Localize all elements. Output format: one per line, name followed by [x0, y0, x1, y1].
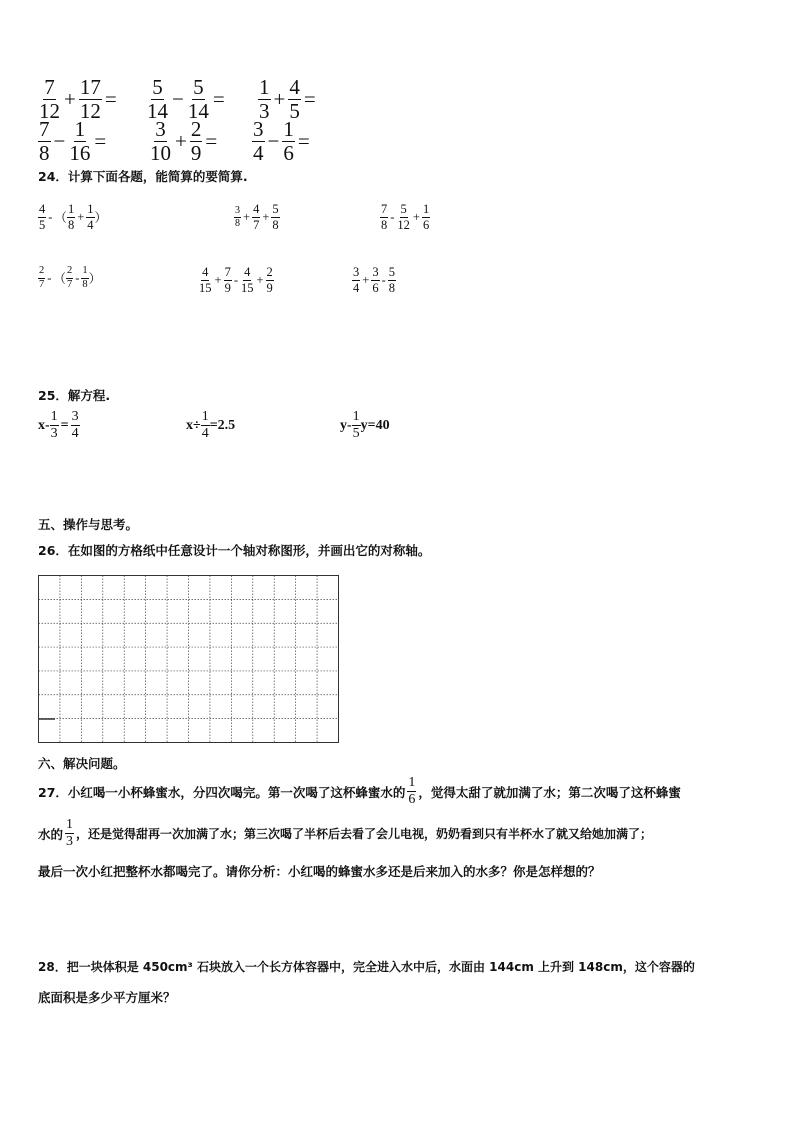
fraction: $\frac{1}{4}$ [201, 409, 209, 441]
q25-title: 25．解方程. [38, 388, 111, 403]
fraction: $\frac{1}{3}$ [50, 409, 58, 441]
fraction: $\frac{7}{8}$ [381, 202, 388, 232]
fraction: $\frac{1}{5}$ [352, 409, 360, 441]
q27-line-1: 27．小红喝一小杯蜂蜜水，分四次喝完。第一次喝了这杯蜂蜜水的 $\frac{1}{6}$ ，觉得太甜了就加满了水；第二次喝了这杯蜂蜜 [38, 775, 681, 807]
q25-eq-2: x÷ $\frac{1}{4}$ =2.5 [186, 409, 236, 441]
fraction: $\frac{3}{10}$ [150, 117, 171, 165]
q25-eq-1: x- $\frac{1}{3}$ = $\frac{3}{4}$ [38, 409, 79, 441]
q23-r1-e1: $\frac{7}{12}$ + $\frac{17}{12}$ = [39, 75, 117, 123]
q23-r1-e3: $\frac{1}{3}$ + $\frac{4}{5}$ = [259, 75, 316, 123]
fraction: $\frac{3}{6}$ [372, 265, 379, 295]
fraction: $\frac{1}{3}$ [66, 817, 74, 849]
fraction: $\frac{2}{7}$ [66, 265, 73, 290]
fraction: $\frac{1}{3}$ [259, 75, 270, 123]
fraction: $\frac{1}{8}$ [67, 202, 75, 232]
fraction: $\frac{7}{12}$ [39, 75, 60, 123]
section-6-title: 六、解决问题。 [38, 756, 126, 771]
fraction: $\frac{5}{8}$ [272, 202, 279, 232]
fraction: $\frac{5}{12}$ [397, 202, 410, 232]
q24-title: 24．计算下面各题，能简算的要简算. [38, 169, 248, 184]
q23-r2-e3: $\frac{3}{4}$ − $\frac{1}{6}$ = [253, 117, 310, 165]
q28-line-1: 28．把一块体积是 450cm³ 石块放入一个长方体容器中，完全进入水中后，水面由 144cm 上升到 148cm，这个容器的 [38, 960, 695, 974]
section-5-title: 五、操作与思考。 [38, 517, 139, 532]
fraction: $\frac{1}{6}$ [422, 202, 430, 232]
q24-expr-3: $\frac{7}{8}$ - $\frac{5}{12}$ + $\frac{1}{6}$ [381, 202, 430, 232]
q25-eq-3: y- $\frac{1}{5}$ y=40 [340, 409, 390, 441]
fraction: $\frac{2}{9}$ [266, 265, 273, 295]
fraction: $\frac{3}{4}$ [353, 265, 360, 295]
fraction: $\frac{1}{6}$ [283, 117, 294, 165]
fraction: $\frac{1}{16}$ [69, 117, 91, 165]
fraction: $\frac{4}{15}$ [240, 265, 254, 295]
q28-line-2: 底面积是多少平方厘米？ [38, 990, 176, 1005]
q27-line-2: 水的 $\frac{1}{3}$ ，还是觉得甜再一次加满了水；第三次喝了半杯后去看了会儿电视，奶奶看到只有半杯水了就又给她加满了； [38, 817, 653, 849]
q23-r1-e2: $\frac{5}{14}$ − $\frac{5}{14}$ = [147, 75, 225, 123]
q26-title: 26．在如图的方格纸中任意设计一个轴对称图形，并画出它的对称轴。 [38, 543, 431, 558]
q24-expr-5: $\frac{4}{15}$ + $\frac{7}{9}$ - $\frac{4}{15}$ + $\frac{2}{9}$ [199, 265, 273, 295]
fraction: $\frac{5}{14}$ [147, 75, 168, 123]
q23-r2-e2: $\frac{3}{10}$ + $\frac{2}{9}$ = [150, 117, 218, 165]
q23-r2-e1: $\frac{7}{8}$ − $\frac{1}{16}$ = [39, 117, 107, 165]
q27-line-3: 最后一次小红把整杯水都喝完了。请你分析：小红喝的蜂蜜水多还是后来加入的水多？你是怎样想的？ [38, 864, 601, 879]
fraction: $\frac{1}{6}$ [408, 775, 416, 807]
q24-expr-1: $\frac{4}{5}$ - （ $\frac{1}{8}$ + $\frac{1}{4}$ ） [39, 202, 108, 232]
fraction: $\frac{5}{8}$ [388, 265, 395, 295]
fraction: $\frac{3}{8}$ [235, 204, 240, 229]
fraction: $\frac{4}{7}$ [253, 202, 260, 232]
grid-paper[interactable] [38, 575, 340, 744]
fraction: $\frac{7}{9}$ [224, 265, 231, 295]
fraction: $\frac{4}{15}$ [199, 265, 212, 295]
fraction: $\frac{2}{7}$ [39, 265, 45, 290]
fraction: $\frac{1}{4}$ [87, 202, 94, 232]
q24-expr-6: $\frac{3}{4}$ + $\frac{3}{6}$ - $\frac{5}{8}$ [353, 265, 395, 295]
fraction: $\frac{2}{9}$ [190, 117, 202, 165]
fraction: $\frac{7}{8}$ [39, 117, 50, 165]
fraction: $\frac{5}{14}$ [187, 75, 209, 123]
fraction: $\frac{3}{4}$ [71, 409, 79, 441]
fraction: $\frac{17}{12}$ [79, 75, 101, 123]
q24-expr-4: $\frac{2}{7}$ - （ $\frac{2}{7}$ - $\frac{1}{8}$ ） [39, 265, 102, 290]
q24-expr-2: $\frac{3}{8}$ + $\frac{4}{7}$ + $\frac{5}{8}$ [235, 202, 279, 232]
fraction: $\frac{4}{5}$ [289, 75, 300, 123]
fraction: $\frac{4}{5}$ [39, 202, 46, 232]
fraction: $\frac{3}{4}$ [253, 117, 264, 165]
fraction: $\frac{1}{8}$ [82, 265, 88, 290]
